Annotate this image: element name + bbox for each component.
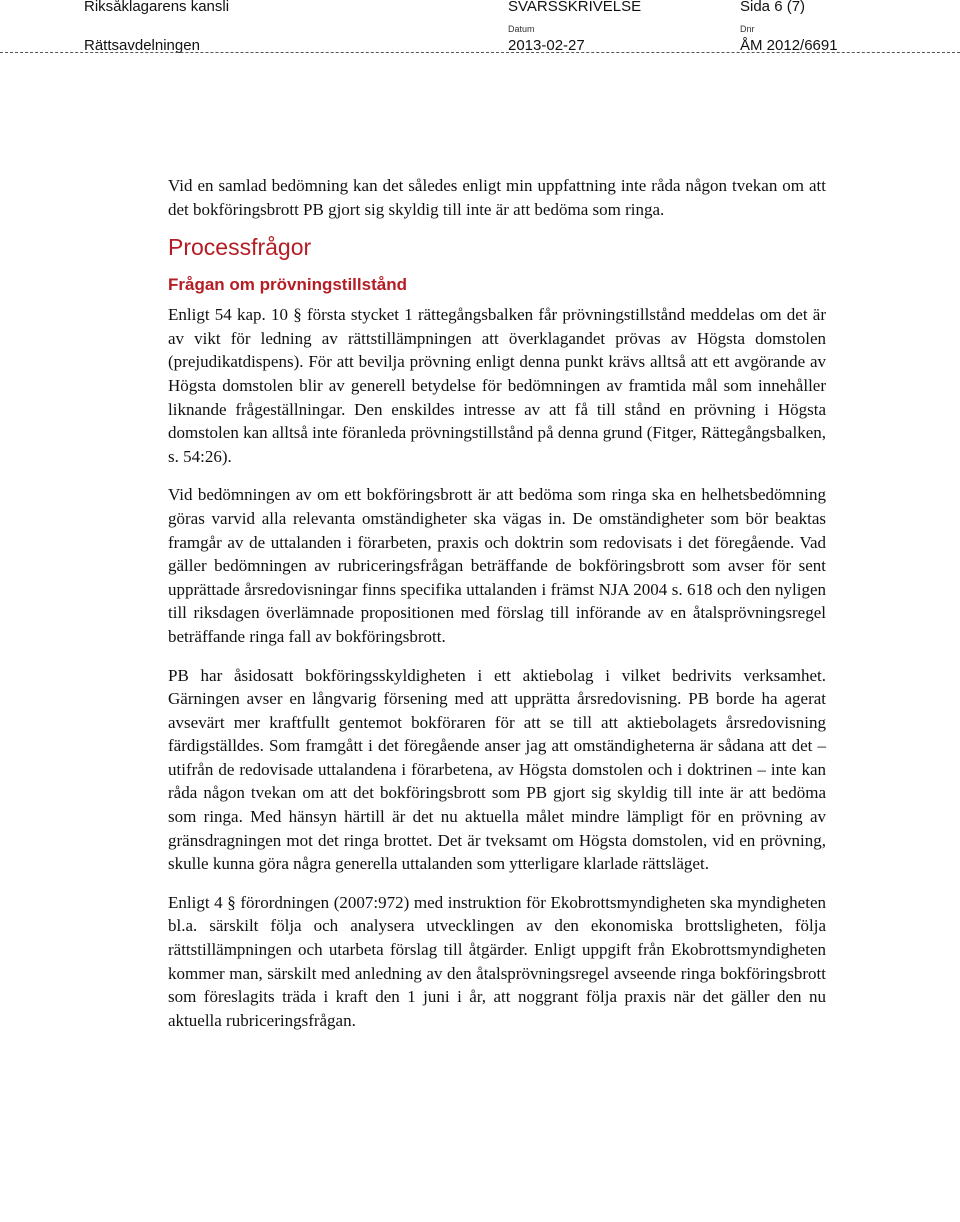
body-paragraph-2: Vid bedömningen av om ett bokföringsbrott är att bedöma som ringa ska en helhetsbedömning göras varvid alla relevanta omständigheter ska vägas in. De omständigheter som bör beaktas framgår av de uttalanden i förarbeten, praxis och doktrin som redovisats i det föregående. Vad gäller bedömningen av rubriceringsfrågan beträffande de bokföringsbrott som avser för sent upprättade årsredovisningar finns specifika uttalanden i främst NJA 2004 s. 618 och den nyligen till riksdagen överlämnade propositionen med förslag till införande av en åtalsprövningsregel beträffande ringa fall av bokföringsbrott. [168,485,826,646]
date-label: Datum [508,24,535,34]
document-type: SVARSSKRIVELSE [508,0,642,15]
date-value: 2013-02-27 [508,37,585,54]
intro-paragraph: Vid en samlad bedömning kan det således enligt min uppfattning inte råda någon tvekan om att det bokföringsbrott PB gjort sig skyldig till inte är att bedöma som ringa. [168,176,826,219]
document-body [168,174,826,1047]
org-name: Riksåklagarens kansli [84,0,230,15]
body-paragraph-4: Enligt 4 § förordningen (2007:972) med instruktion för Ekobrottsmyndigheten ska myndigheten bl.a. särskilt följa och analysera utvecklingen av den ekonomiska brottsligheten, följa rättstillämpningen och utarbeta förslag till åtgärder. Enligt uppgift från Ekobrottsmyndigheten kommer man, särskilt med anledning av den åtalsprövningsregel avseende ringa bokföringsbrott som föreslagits träda i kraft den 1 juni i år, att noggrant följa praxis när det gäller den nu aktuella rubriceringsfrågan. [168,892,826,1030]
section-heading: Processfrågor [168,234,312,261]
dnr-value: ÅM 2012/6691 [740,37,838,54]
page-header [0,0,960,60]
body-paragraph-3: PB har åsidosatt bokföringsskyldigheten i ett aktiebolag i vilket bedrivits verksamhet. Gärningen avser en långvarig försening med att upprätta årsredovisning. PB borde ha agerat avsevärt mer kraftfullt gentemot bokföraren för att se till att aktiebolagets årsredovisning färdigställdes. Som framgått i det föregående anser jag att omständigheterna är sådana att det – utifrån de redovisade uttalandena i förarbetena, av Högsta domstolen och i doktrinen – inte kan råda någon tvekan om att det bokföringsbrott som PB gjort sig skyldig till inte är att bedöma som ringa. Med hänsyn härtill är det nu aktuella målet mindre lämpligt för en prövning av gränsdragningen mot det ringa brottet. Det är tveksamt om Högsta domstolen, vid en prövning, skulle kunna göra några generella uttalanden som ytterligare klarlade rättsläget. [168,665,826,874]
header-divider [0,52,960,53]
department-name: Rättsavdelningen [84,37,200,54]
page-number: Sida 6 (7) [740,0,806,15]
body-paragraph-1: Enligt 54 kap. 10 § första stycket 1 rättegångsbalken får prövningstillstånd meddelas om det är av vikt för ledning av rättstillämpningen att överklagandet prövas av Högsta domstolen (prejudikatdispens). För att bevilja prövning enligt denna punkt krävs alltså att ett avgörande av Högsta domstolen blir av generell betydelse för bedömningen av framtida mål som innehåller liknande frågeställningar. Den enskildes intresse av att få till stånd en prövning i Högsta domstolen kan alltså inte föranleda prövningstillstånd på denna grund (Fitger, Rättegångsbalken, s. 54:26). [168,305,826,466]
dnr-label: Dnr [740,24,755,34]
subsection-heading: Frågan om prövningstillstånd [168,275,407,295]
